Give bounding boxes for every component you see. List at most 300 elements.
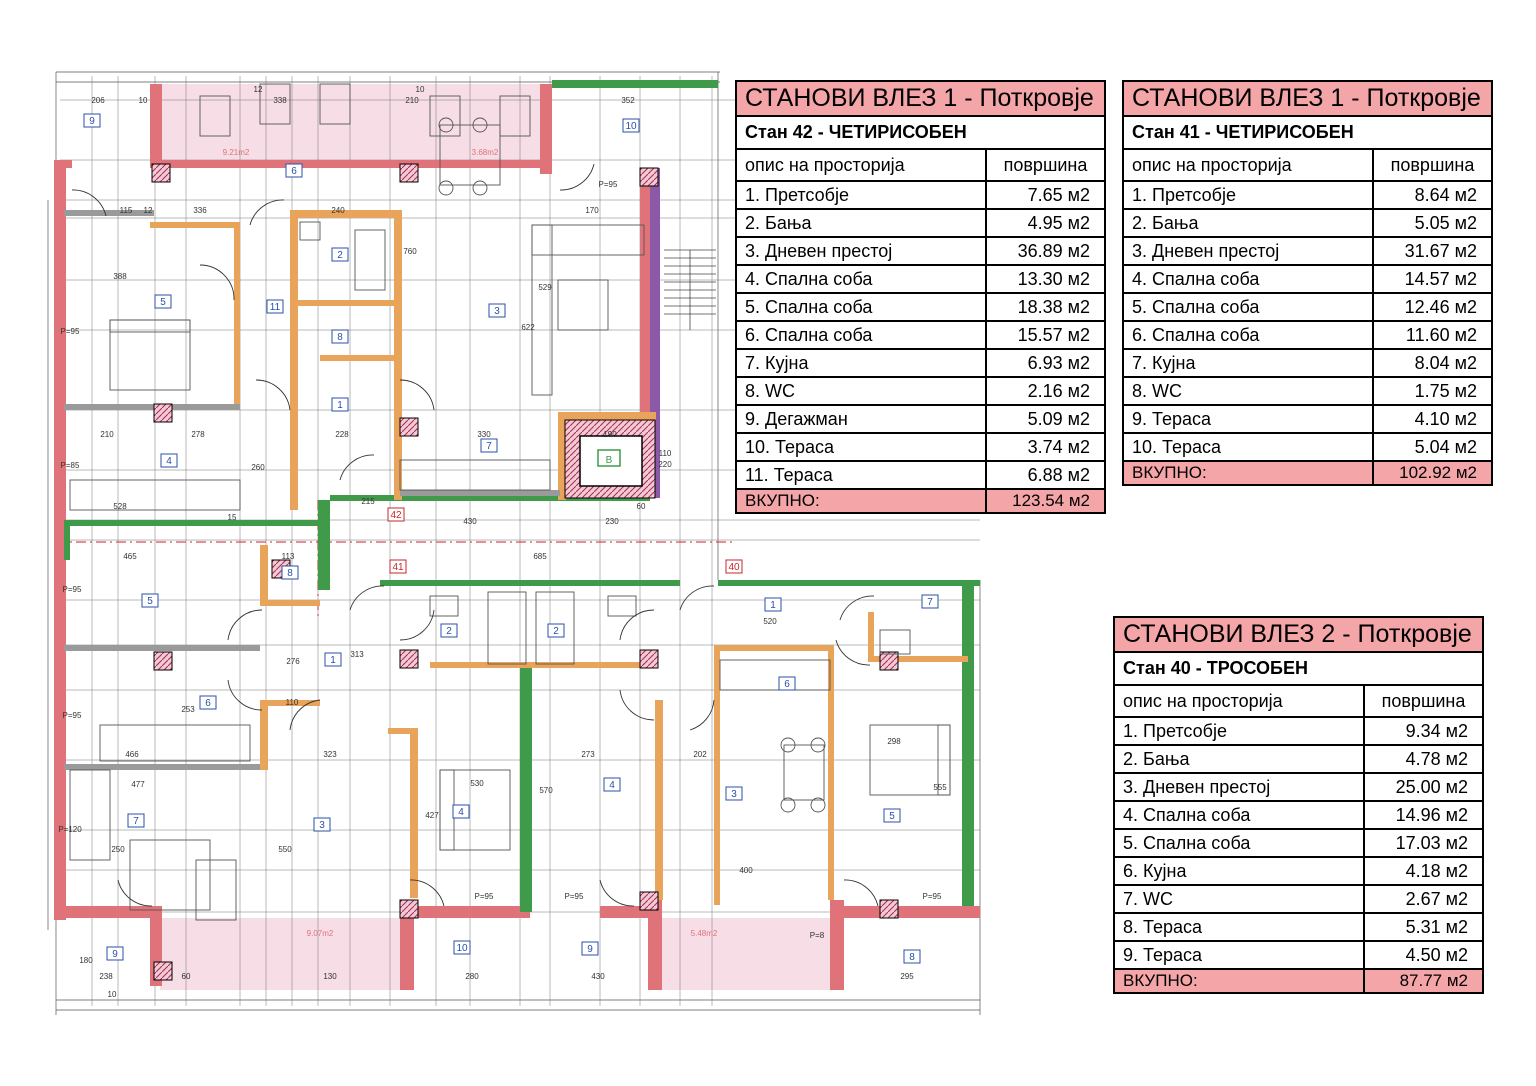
unit-name: Стан 41 - ЧЕТИРИСОБЕН bbox=[1123, 116, 1492, 149]
room-tag-41-5-text: 5 bbox=[147, 596, 153, 607]
table-title: СТАНОВИ ВЛЕЗ 2 - Поткровје bbox=[1114, 617, 1483, 652]
room-name: 1. Претсобје bbox=[1123, 181, 1373, 209]
dimension-text-text: 430 bbox=[591, 972, 605, 981]
total-label: ВКУПНО: bbox=[1114, 969, 1364, 993]
dimension-text-text: 338 bbox=[273, 96, 287, 105]
room-tag-42-7 bbox=[481, 439, 497, 452]
dimension-text-text: 760 bbox=[403, 247, 417, 256]
door-label-text: P=85 bbox=[60, 461, 80, 470]
room-area: 36.89 м2 bbox=[986, 237, 1105, 265]
table-row bbox=[736, 461, 1105, 489]
table-title: СТАНОВИ ВЛЕЗ 1 - Поткровје bbox=[736, 81, 1105, 116]
table-row bbox=[1114, 857, 1483, 885]
dimension-text-text: 60 bbox=[181, 972, 191, 981]
room-name: 2. Бања bbox=[1123, 209, 1373, 237]
table-row bbox=[736, 237, 1105, 265]
dimension-text-text: 260 bbox=[251, 463, 265, 472]
room-tag-41-6-text: 6 bbox=[205, 698, 211, 709]
room-area: 5.05 м2 bbox=[1373, 209, 1492, 237]
room-area: 2.67 м2 bbox=[1364, 885, 1483, 913]
door-label-text: P=95 bbox=[598, 180, 618, 189]
terrace-area-label-text: 9.21m2 bbox=[222, 148, 250, 157]
dimension-text-text: 400 bbox=[739, 866, 753, 875]
room-area: 1.75 м2 bbox=[1373, 377, 1492, 405]
total-value: 87.77 м2 bbox=[1364, 969, 1483, 993]
room-tag-42-11 bbox=[267, 300, 283, 313]
room-tag-42-5-text: 5 bbox=[160, 297, 166, 308]
terrace-area-label-text: 3.68m2 bbox=[471, 148, 499, 157]
dimension-text bbox=[605, 517, 619, 526]
door-label bbox=[599, 180, 618, 189]
dimension-text-text: 113 bbox=[281, 552, 295, 561]
table-row bbox=[1123, 405, 1492, 433]
dimension-text bbox=[533, 552, 547, 561]
dimension-text bbox=[323, 750, 337, 759]
room-tag-40-4 bbox=[604, 778, 620, 791]
dimension-text bbox=[123, 552, 137, 561]
dimension-text bbox=[193, 206, 207, 215]
room-name: 5. Спална соба bbox=[1114, 829, 1364, 857]
room-tag-42-10-text: 10 bbox=[625, 121, 637, 132]
dimension-text bbox=[79, 956, 93, 965]
door-label bbox=[61, 461, 80, 470]
dimension-text bbox=[125, 750, 139, 759]
table-row bbox=[1114, 773, 1483, 801]
dimension-text bbox=[144, 206, 153, 215]
dimension-text bbox=[603, 430, 617, 439]
door-label bbox=[58, 825, 82, 834]
dimension-text bbox=[521, 323, 535, 332]
dimension-text bbox=[228, 513, 237, 522]
room-tag-41-8 bbox=[282, 566, 298, 579]
table-row bbox=[736, 181, 1105, 209]
dimension-text-text: 238 bbox=[99, 972, 113, 981]
room-tag-40-5-text: 5 bbox=[889, 811, 895, 822]
dimension-text-text: 550 bbox=[278, 845, 292, 854]
door-label bbox=[810, 931, 825, 940]
dimension-text-text: 298 bbox=[887, 737, 901, 746]
door-label bbox=[565, 892, 584, 901]
room-name: 5. Спална соба bbox=[736, 293, 986, 321]
room-tag-40-5 bbox=[884, 809, 900, 822]
room-tag-42-1 bbox=[332, 398, 348, 411]
table-row bbox=[1114, 913, 1483, 941]
dimension-text bbox=[739, 866, 753, 875]
door-label-text: P=95 bbox=[564, 892, 584, 901]
unit-tag-42 bbox=[388, 508, 404, 521]
dimension-text-text: 250 bbox=[111, 845, 125, 854]
dimension-text-text: 210 bbox=[100, 430, 114, 439]
room-area: 9.34 м2 bbox=[1364, 717, 1483, 745]
room-tag-42-4-text: 4 bbox=[166, 456, 172, 467]
dimension-text-text: 110 bbox=[658, 449, 672, 458]
table-row bbox=[1123, 321, 1492, 349]
room-tag-41-10 bbox=[454, 941, 470, 954]
dimension-text bbox=[91, 96, 105, 105]
dimension-text bbox=[591, 972, 605, 981]
total-value: 102.92 м2 bbox=[1373, 461, 1492, 485]
dimension-text-text: 10 bbox=[107, 990, 117, 999]
room-name: 7. Кујна bbox=[1123, 349, 1373, 377]
room-name: 11. Тераса bbox=[736, 461, 986, 489]
room-name: 5. Спална соба bbox=[1123, 293, 1373, 321]
room-name: 10. Тераса bbox=[1123, 433, 1373, 461]
terrace-area-label bbox=[691, 929, 718, 938]
dimension-text-text: 230 bbox=[605, 517, 619, 526]
room-name: 8. WC bbox=[736, 377, 986, 405]
col-room-header: опис на просторија bbox=[1123, 149, 1373, 181]
room-tag-41-9-text: 9 bbox=[112, 949, 118, 960]
room-name: 2. Бања bbox=[1114, 745, 1364, 773]
table-row bbox=[1114, 745, 1483, 773]
dimension-text-text: 520 bbox=[763, 617, 777, 626]
room-tag-41-5 bbox=[142, 594, 158, 607]
table-row bbox=[1114, 885, 1483, 913]
room-tag-42-9 bbox=[84, 114, 100, 127]
room-tag-42-9-text: 9 bbox=[89, 116, 95, 127]
room-tag-40-1-text: 1 bbox=[770, 600, 776, 611]
room-area: 5.31 м2 bbox=[1364, 913, 1483, 941]
door-label bbox=[923, 892, 942, 901]
room-tag-40-8 bbox=[904, 950, 920, 963]
col-area-header: површина bbox=[1364, 685, 1483, 717]
room-name: 3. Дневен престој bbox=[1114, 773, 1364, 801]
dimension-text-text: 170 bbox=[585, 206, 599, 215]
dimension-text bbox=[182, 972, 191, 981]
dimension-text-text: 528 bbox=[113, 502, 127, 511]
room-name: 2. Бања bbox=[736, 209, 986, 237]
room-area: 4.78 м2 bbox=[1364, 745, 1483, 773]
terrace-bottom-left bbox=[160, 918, 400, 990]
dimension-text bbox=[335, 430, 349, 439]
dimension-text bbox=[538, 283, 552, 292]
room-tag-41-6 bbox=[200, 696, 216, 709]
dimension-text bbox=[286, 698, 299, 707]
room-area: 25.00 м2 bbox=[1364, 773, 1483, 801]
room-tag-41-9 bbox=[107, 947, 123, 960]
dimension-text-text: 570 bbox=[539, 786, 553, 795]
table-row bbox=[1114, 829, 1483, 857]
room-area: 18.38 м2 bbox=[986, 293, 1105, 321]
dimension-text-text: 388 bbox=[113, 272, 127, 281]
dimension-text bbox=[470, 779, 484, 788]
door-label-text: P=95 bbox=[922, 892, 942, 901]
room-area: 31.67 м2 bbox=[1373, 237, 1492, 265]
table-row bbox=[1123, 293, 1492, 321]
table-title: СТАНОВИ ВЛЕЗ 1 - Поткровје bbox=[1123, 81, 1492, 116]
dimension-text bbox=[637, 502, 646, 511]
dimension-text bbox=[323, 972, 337, 981]
dimension-text bbox=[403, 247, 417, 256]
table-row bbox=[1123, 237, 1492, 265]
door-label-text: P=95 bbox=[60, 327, 80, 336]
unit-tag-40-text: 40 bbox=[728, 562, 740, 573]
room-area: 4.18 м2 bbox=[1364, 857, 1483, 885]
dimension-text-text: 352 bbox=[621, 96, 635, 105]
room-tag-42-3 bbox=[489, 304, 505, 317]
room-area: 12.46 м2 bbox=[1373, 293, 1492, 321]
room-area: 5.04 м2 bbox=[1373, 433, 1492, 461]
room-tag-41-2 bbox=[441, 624, 457, 637]
dimension-text-text: 529 bbox=[538, 283, 552, 292]
dimension-text bbox=[477, 430, 491, 439]
dimension-text-text: 273 bbox=[581, 750, 595, 759]
room-name: 10. Тераса bbox=[736, 433, 986, 461]
room-tag-40-3 bbox=[726, 787, 742, 800]
dimension-text bbox=[273, 96, 287, 105]
dimension-text bbox=[361, 497, 375, 506]
dimension-text bbox=[286, 657, 300, 666]
room-tag-42-1-text: 1 bbox=[337, 400, 343, 411]
total-label: ВКУПНО: bbox=[736, 489, 986, 513]
room-area: 2.16 м2 bbox=[986, 377, 1105, 405]
col-room-header: опис на просторија bbox=[736, 149, 986, 181]
room-area: 8.64 м2 bbox=[1373, 181, 1492, 209]
room-name: 1. Претсобје bbox=[1114, 717, 1364, 745]
dimension-text bbox=[131, 780, 145, 789]
dimension-text-text: 336 bbox=[193, 206, 207, 215]
room-tag-40-3-text: 3 bbox=[731, 789, 737, 800]
terrace-area-label-text: 9.07m2 bbox=[306, 929, 334, 938]
dimension-text bbox=[113, 502, 127, 511]
room-tag-41-2-text: 2 bbox=[446, 626, 452, 637]
room-tag-42-11-text: 11 bbox=[269, 302, 281, 313]
dimension-text-text: 220 bbox=[658, 460, 672, 469]
dimension-text bbox=[658, 460, 672, 469]
room-tag-41-10-text: 10 bbox=[456, 943, 468, 954]
unit-name: Стан 40 - ТРОСОБЕН bbox=[1114, 652, 1483, 685]
room-tag-41-1-text: 1 bbox=[330, 655, 336, 666]
unit-tag-42-text: 42 bbox=[390, 510, 402, 521]
table-row bbox=[1114, 717, 1483, 745]
dimension-text-text: 110 bbox=[285, 698, 299, 707]
table-row bbox=[1123, 349, 1492, 377]
dimension-text-text: 180 bbox=[79, 956, 93, 965]
dimension-text bbox=[463, 517, 477, 526]
room-area: 3.74 м2 bbox=[986, 433, 1105, 461]
dimension-text bbox=[191, 430, 205, 439]
dimension-text-text: 12 bbox=[253, 85, 263, 94]
dimension-text-text: 210 bbox=[405, 96, 419, 105]
table-row bbox=[736, 293, 1105, 321]
table-row bbox=[736, 433, 1105, 461]
room-tag-42-6-text: 6 bbox=[291, 166, 297, 177]
dimension-text-text: 240 bbox=[331, 206, 345, 215]
dimension-text bbox=[99, 972, 113, 981]
dimension-text bbox=[350, 650, 364, 659]
dimension-text bbox=[331, 206, 345, 215]
room-name: 9. Тераса bbox=[1114, 941, 1364, 969]
room-tag-42-8 bbox=[332, 330, 348, 343]
room-name: 4. Спална соба bbox=[1114, 801, 1364, 829]
unit-42-area-table bbox=[735, 80, 1106, 514]
dimension-text-text: 202 bbox=[693, 750, 707, 759]
room-area: 6.88 м2 bbox=[986, 461, 1105, 489]
room-tag-40-6 bbox=[779, 677, 795, 690]
col-area-header: површина bbox=[986, 149, 1105, 181]
dimension-text bbox=[693, 750, 707, 759]
room-tag-41-7-text: 7 bbox=[133, 816, 139, 827]
room-tag-41-8-text: 8 bbox=[287, 568, 293, 579]
room-name: 7. WC bbox=[1114, 885, 1364, 913]
stairs bbox=[664, 250, 716, 330]
col-area-header: површина bbox=[1373, 149, 1492, 181]
room-name: 6. Спална соба bbox=[736, 321, 986, 349]
room-tag-40-7-text: 7 bbox=[927, 597, 933, 608]
dimension-text-text: 228 bbox=[335, 430, 349, 439]
room-tag-40-4-text: 4 bbox=[609, 780, 615, 791]
room-name: 9. Тераса bbox=[1123, 405, 1373, 433]
dimension-text bbox=[581, 750, 595, 759]
room-tag-40-9-text: 9 bbox=[587, 944, 593, 955]
room-tag-40-2 bbox=[548, 624, 564, 637]
table-row bbox=[1123, 181, 1492, 209]
table-row bbox=[1123, 209, 1492, 237]
room-tag-40-6-text: 6 bbox=[784, 679, 790, 690]
room-area: 11.60 м2 bbox=[1373, 321, 1492, 349]
room-tag-42-2 bbox=[332, 248, 348, 261]
room-tag-42-3-text: 3 bbox=[494, 306, 500, 317]
room-name: 3. Дневен престој bbox=[736, 237, 986, 265]
total-label: ВКУПНО: bbox=[1123, 461, 1373, 485]
door-label-text: P=95 bbox=[62, 585, 82, 594]
room-tag-41-3 bbox=[314, 818, 330, 831]
dimension-text-text: 427 bbox=[425, 811, 439, 820]
col-room-header: опис на просторија bbox=[1114, 685, 1364, 717]
room-name: 4. Спална соба bbox=[1123, 265, 1373, 293]
dimension-text bbox=[282, 552, 295, 561]
dimension-text-text: 60 bbox=[636, 502, 646, 511]
room-area: 4.95 м2 bbox=[986, 209, 1105, 237]
dimension-text bbox=[539, 786, 553, 795]
terrace-area-label bbox=[307, 929, 334, 938]
table-row bbox=[1114, 801, 1483, 829]
room-tag-40-1 bbox=[765, 598, 781, 611]
dimension-text-text: 276 bbox=[286, 657, 300, 666]
unit-tag-41-text: 41 bbox=[392, 562, 404, 573]
door-label bbox=[61, 327, 80, 336]
room-area: 6.93 м2 bbox=[986, 349, 1105, 377]
room-area: 17.03 м2 bbox=[1364, 829, 1483, 857]
dimension-text-text: 278 bbox=[191, 430, 205, 439]
room-tag-42-8-text: 8 bbox=[337, 332, 343, 343]
terrace-area-label bbox=[223, 148, 250, 157]
dimension-text-text: 430 bbox=[463, 517, 477, 526]
dimension-text bbox=[254, 85, 263, 94]
dimension-text-text: 530 bbox=[470, 779, 484, 788]
door-label bbox=[475, 892, 494, 901]
door-label-text: P=120 bbox=[58, 825, 82, 834]
table-row bbox=[736, 265, 1105, 293]
room-name: 3. Дневен престој bbox=[1123, 237, 1373, 265]
room-name: 6. Спална соба bbox=[1123, 321, 1373, 349]
room-area: 15.57 м2 bbox=[986, 321, 1105, 349]
room-tag-42-4 bbox=[161, 454, 177, 467]
room-name: 8. WC bbox=[1123, 377, 1373, 405]
room-tag-42-5 bbox=[155, 295, 171, 308]
unit-41-area-table bbox=[1122, 80, 1493, 486]
room-area: 4.50 м2 bbox=[1364, 941, 1483, 969]
room-name: 6. Кујна bbox=[1114, 857, 1364, 885]
room-tag-41-7 bbox=[128, 814, 144, 827]
room-name: 1. Претсобје bbox=[736, 181, 986, 209]
dimension-text bbox=[108, 990, 117, 999]
dimension-text-text: 280 bbox=[465, 972, 479, 981]
room-area: 8.04 м2 bbox=[1373, 349, 1492, 377]
dimension-text-text: 10 bbox=[415, 85, 425, 94]
dimension-text-text: 130 bbox=[323, 972, 337, 981]
room-tag-42-6 bbox=[286, 164, 302, 177]
table-row bbox=[1123, 377, 1492, 405]
door-label-text: P=8 bbox=[809, 931, 825, 940]
unit-tag-40 bbox=[726, 560, 742, 573]
room-tag-40-7 bbox=[922, 595, 938, 608]
room-area: 13.30 м2 bbox=[986, 265, 1105, 293]
unit-tag-41 bbox=[390, 560, 406, 573]
dimension-text-text: 12 bbox=[143, 206, 153, 215]
dimension-text bbox=[405, 96, 419, 105]
dimension-text-text: 253 bbox=[181, 705, 195, 714]
dimension-text-text: 622 bbox=[521, 323, 535, 332]
room-name: 4. Спална соба bbox=[736, 265, 986, 293]
terraces bbox=[160, 84, 830, 990]
dimension-text bbox=[900, 972, 914, 981]
dimension-text bbox=[113, 272, 127, 281]
terrace-bottom-mid bbox=[660, 918, 830, 990]
door-label-text: P=95 bbox=[474, 892, 494, 901]
table-row bbox=[736, 321, 1105, 349]
dimension-text-text: 190 bbox=[603, 430, 617, 439]
room-name: 9. Дегажман bbox=[736, 405, 986, 433]
terrace-area-label bbox=[472, 148, 499, 157]
dimension-text bbox=[251, 463, 265, 472]
room-tag-42-7-text: 7 bbox=[486, 441, 492, 452]
dimension-text-text: 206 bbox=[91, 96, 105, 105]
room-tag-41-4-text: 4 bbox=[458, 807, 464, 818]
table-row bbox=[1114, 941, 1483, 969]
table-row bbox=[736, 405, 1105, 433]
dimension-text bbox=[120, 206, 133, 215]
dimension-text bbox=[933, 783, 947, 792]
dimension-text-text: 685 bbox=[533, 552, 547, 561]
unit-name: Стан 42 - ЧЕТИРИСОБЕН bbox=[736, 116, 1105, 149]
room-tag-42-2-text: 2 bbox=[337, 250, 343, 261]
room-tag-40-8-text: 8 bbox=[909, 952, 915, 963]
room-name: 8. Тераса bbox=[1114, 913, 1364, 941]
room-name: 7. Кујна bbox=[736, 349, 986, 377]
dimension-text bbox=[416, 85, 425, 94]
room-area: 14.96 м2 bbox=[1364, 801, 1483, 829]
table-row bbox=[1123, 265, 1492, 293]
room-area: 4.10 м2 bbox=[1373, 405, 1492, 433]
dimension-text bbox=[465, 972, 479, 981]
dimension-text bbox=[181, 705, 195, 714]
room-tag-42-10 bbox=[623, 119, 639, 132]
dimension-text-text: 10 bbox=[138, 96, 148, 105]
dimension-text bbox=[425, 811, 439, 820]
terrace-area-label-text: 5.48m2 bbox=[690, 929, 718, 938]
dimension-text-text: 465 bbox=[123, 552, 137, 561]
dimension-text-text: 466 bbox=[125, 750, 139, 759]
dimension-text bbox=[659, 449, 672, 458]
table-row bbox=[736, 209, 1105, 237]
door-label bbox=[63, 711, 82, 720]
room-area: 7.65 м2 bbox=[986, 181, 1105, 209]
room-tag-41-3-text: 3 bbox=[319, 820, 325, 831]
room-tag-41-4 bbox=[453, 805, 469, 818]
dimension-text-text: 15 bbox=[227, 513, 237, 522]
dimension-text-text: 323 bbox=[323, 750, 337, 759]
